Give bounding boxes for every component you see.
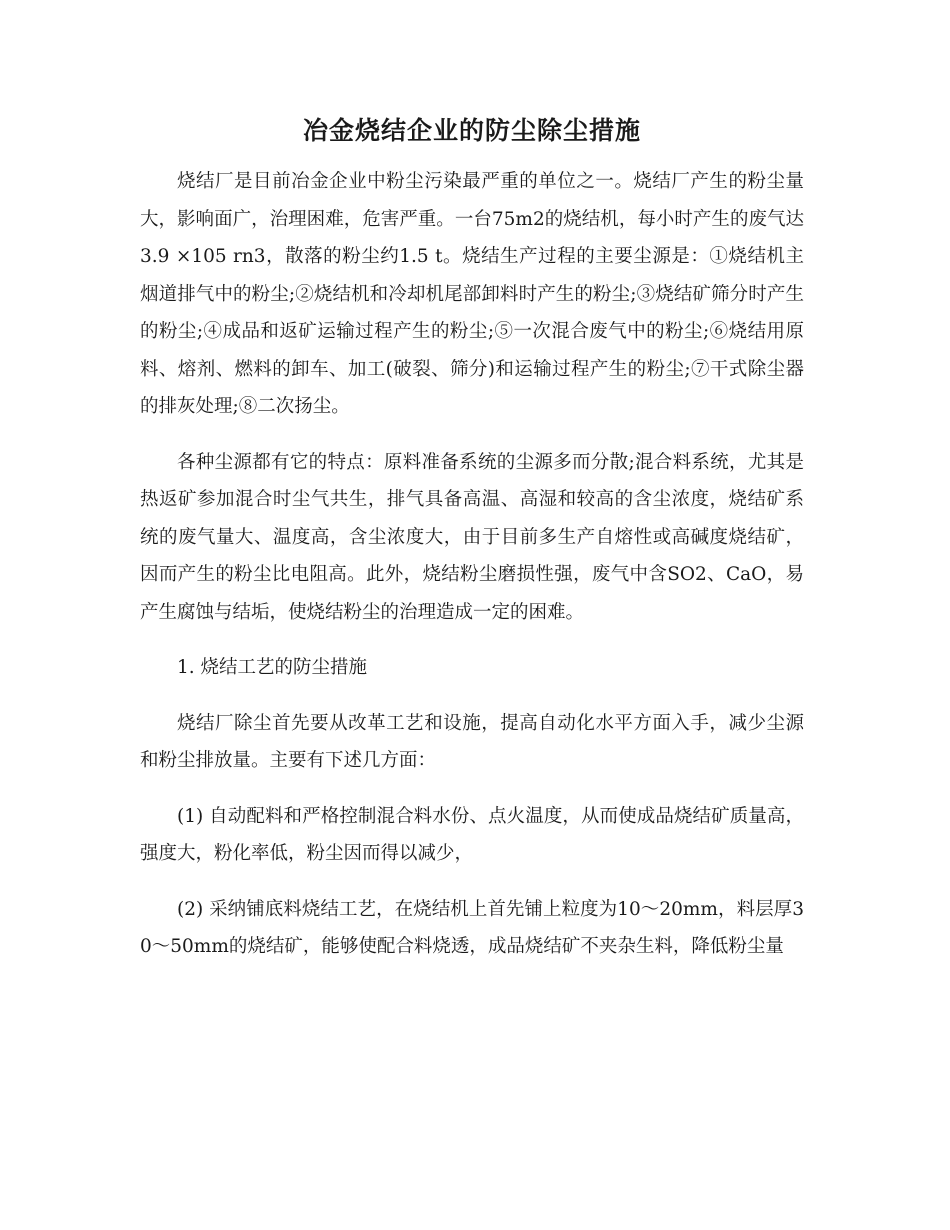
section-intro: 烧结厂除尘首先要从改革工艺和设施，提高自动化水平方面入手，减少尘源和粉尘排放量。主要有下述几方面： <box>140 712 804 771</box>
paragraph-source-characteristics: 各种尘源都有它的特点：原料准备系统的尘源多而分散;混合料系统，尤其是热返矿参加混合时尘气共生，排气具备高温、高湿和较高的含尘浓度，烧结矿系统的废气量大、温度高，含尘浓度大，由于目前多生产自熔性或高碱度烧结矿，因而产生的粉尘比电阻高。此外，烧结粉尘磨损性强，废气中含SO2、CaO，易产生腐蚀与结垢，使烧结粉尘的治理造成一定的困难。 <box>140 451 804 623</box>
paragraph-dust-sources: 烧结厂是目前冶金企业中粉尘污染最严重的单位之一。烧结厂产生的粉尘量大，影响面广，治理困难，危害严重。一台75m2的烧结机，每小时产生的废气达3.9 ×105 rn3，散落的粉尘约1.5 t。烧结生产过程的主要尘源是：①烧结机主烟道排气中的粉尘;②烧结机和冷却机尾部卸料时产生的粉尘;③烧结矿筛分时产生的粉尘;④成品和返矿运输过程产生的粉尘;⑤一次混合废气中的粉尘;⑥烧结用原料、熔剂、燃料的卸车、加工(破裂、筛分)和运输过程产生的粉尘;⑦干式除尘器的排灰处理;⑧二次扬尘。 <box>140 171 804 417</box>
list-item: (2) 采纳铺底料烧结工艺，在烧结机上首先铺上粒度为10～20mm，料层厚30～50mm的烧结矿，能够使配合料烧透，成品烧结矿不夹杂生料，降低粉尘量 <box>140 898 804 957</box>
document-title: 冶金烧结企业的防尘除尘措施 <box>302 116 641 145</box>
list-item: (1) 自动配料和严格控制混合料水份、点火温度，从而使成品烧结矿质量高，强度大，粉化率低，粉尘因而得以减少， <box>140 805 804 864</box>
section-heading: 1. 烧结工艺的防尘措施 <box>177 657 368 678</box>
